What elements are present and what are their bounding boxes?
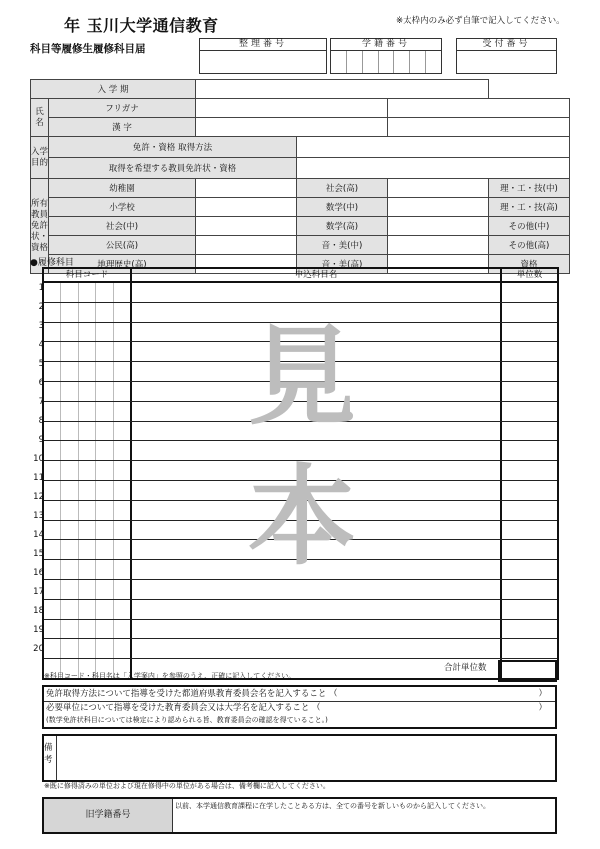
row-number: 9: [38, 435, 44, 445]
row-number: 10: [33, 454, 44, 464]
guidance-line-1: 免許取得方法について指導を受けた都道府県教育委員会名を記入すること （: [46, 689, 338, 699]
furigana-field-2[interactable]: [388, 99, 570, 118]
course-code-cell[interactable]: [44, 441, 132, 460]
course-units-cell[interactable]: [502, 501, 557, 520]
page-title: 年 玉川大学通信教育: [64, 16, 219, 35]
owned-input[interactable]: [388, 198, 489, 217]
course-units-cell[interactable]: [502, 303, 557, 322]
course-units-cell[interactable]: [502, 441, 557, 460]
course-code-cell[interactable]: [44, 283, 132, 302]
old-id-label: 旧学籍番号: [44, 799, 173, 832]
owned-cell: 数学(中): [297, 198, 388, 217]
total-units-field[interactable]: [498, 660, 557, 682]
course-units-cell[interactable]: [502, 283, 557, 302]
course-units-cell[interactable]: [502, 382, 557, 401]
row-number: 11: [33, 473, 44, 483]
course-code-cell[interactable]: [44, 362, 132, 381]
row-number: 8: [38, 416, 44, 426]
course-units-cell[interactable]: [502, 362, 557, 381]
course-code-cell[interactable]: [44, 422, 132, 441]
row-number: 17: [33, 587, 44, 597]
owned-cell: 資格: [489, 255, 570, 274]
student-id-box[interactable]: [330, 38, 442, 74]
course-row[interactable]: [44, 600, 557, 620]
owned-cell: 数学(高): [297, 217, 388, 236]
course-units-cell[interactable]: [502, 402, 557, 421]
owned-cell: 理・工・技(中): [489, 179, 570, 198]
owned-input[interactable]: [196, 236, 297, 255]
course-units-cell[interactable]: [502, 521, 557, 540]
admission-field[interactable]: [196, 80, 489, 99]
course-name-cell[interactable]: [132, 639, 502, 658]
course-units-cell[interactable]: [502, 620, 557, 639]
course-units-cell[interactable]: [502, 422, 557, 441]
row-number: 6: [38, 378, 44, 388]
course-code-cell[interactable]: [44, 461, 132, 480]
form-subtitle: 科目等履修生履修科目届: [30, 43, 146, 55]
course-code-cell[interactable]: [44, 402, 132, 421]
student-id-label: 学籍番号: [331, 39, 441, 51]
owned-cell: 小学校: [49, 198, 196, 217]
course-code-cell[interactable]: [44, 620, 132, 639]
total-units-label: 合計単位数: [444, 663, 487, 673]
guidance-box[interactable]: [42, 685, 557, 729]
purpose-side-label: 入学目的: [31, 137, 49, 179]
desired-license-label: 取得を希望する教員免許状・資格: [49, 158, 297, 179]
courses-note: ※科目コード・科目名は「入学案内」を参照のうえ、正確に記入してください。: [44, 672, 296, 680]
receipt-number-label: 受付番号: [457, 39, 556, 51]
course-units-cell[interactable]: [502, 540, 557, 559]
owned-cell: 公民(高): [49, 236, 196, 255]
row-number: 19: [33, 625, 44, 635]
course-name-cell[interactable]: [132, 620, 502, 639]
course-code-cell[interactable]: [44, 303, 132, 322]
row-number: 13: [33, 511, 44, 521]
owned-cell: 地理歴史(高): [49, 255, 196, 274]
owned-cell: 音・美(中): [297, 236, 388, 255]
name-side-label: 氏 名: [31, 99, 49, 137]
owned-cell: 社会(中): [49, 217, 196, 236]
license-method-field[interactable]: [297, 137, 570, 158]
course-units-cell[interactable]: [502, 600, 557, 619]
course-code-cell[interactable]: [44, 382, 132, 401]
course-units-cell[interactable]: [502, 323, 557, 342]
registration-number-box[interactable]: [199, 38, 327, 74]
units-header: 単位数: [516, 270, 543, 280]
course-code-cell[interactable]: [44, 600, 132, 619]
admission-label: 入 学 期: [31, 80, 196, 99]
courses-section-label: ●履修科目: [30, 258, 74, 268]
owned-input[interactable]: [196, 179, 297, 198]
course-units-cell[interactable]: [502, 560, 557, 579]
code-header: 科目コード: [44, 269, 132, 281]
owned-input[interactable]: [196, 217, 297, 236]
kanji-field-2[interactable]: [388, 118, 570, 137]
course-row[interactable]: [44, 639, 557, 659]
row-number: 18: [33, 606, 44, 616]
row-number: 5: [38, 359, 44, 369]
row-number: 14: [33, 530, 44, 540]
course-code-cell[interactable]: [44, 540, 132, 559]
owned-cell: 社会(高): [297, 179, 388, 198]
license-method-label: 免許・資格 取得方法: [49, 137, 297, 158]
row-number: 12: [33, 492, 44, 502]
owned-input[interactable]: [388, 217, 489, 236]
course-name-cell[interactable]: [132, 600, 502, 619]
course-units-cell[interactable]: [502, 580, 557, 599]
watermark-char-1: 見: [248, 315, 357, 440]
course-code-cell[interactable]: [44, 639, 132, 658]
guidance-close-2: ）: [538, 703, 547, 713]
old-id-note: 以前、本学通信教育課程に在学したことある方は、全ての番号を新しいものから記入してください。: [175, 802, 490, 810]
kanji-label: 漢 字: [49, 118, 196, 137]
furigana-field[interactable]: [196, 99, 388, 118]
course-code-cell[interactable]: [44, 580, 132, 599]
course-units-cell[interactable]: [502, 461, 557, 480]
registration-number-label: 整理番号: [200, 39, 326, 51]
header-note: ※太枠内のみ必ず自筆で記入してください。: [396, 16, 565, 26]
course-code-cell[interactable]: [44, 501, 132, 520]
owned-cell: 理・工・技(高): [489, 198, 570, 217]
owned-cell: 音・美(高): [297, 255, 388, 274]
guidance-close-1: ）: [538, 689, 547, 699]
course-code-cell[interactable]: [44, 323, 132, 342]
remarks-label: 備考: [44, 736, 57, 780]
owned-cell: その他(高): [489, 236, 570, 255]
course-units-cell[interactable]: [502, 481, 557, 500]
receipt-number-box[interactable]: [456, 38, 557, 74]
desired-license-field[interactable]: [297, 158, 570, 179]
course-code-cell[interactable]: [44, 560, 132, 579]
row-number: 3: [38, 321, 44, 331]
name-header: 申込科目名: [132, 269, 502, 281]
old-id-box[interactable]: [42, 797, 557, 834]
row-number: 4: [38, 340, 44, 350]
course-units-cell[interactable]: [502, 639, 557, 658]
row-number: 20: [33, 644, 44, 654]
kanji-field[interactable]: [196, 118, 388, 137]
course-units-cell[interactable]: [502, 342, 557, 361]
course-row[interactable]: [44, 620, 557, 640]
row-number: 7: [38, 397, 44, 407]
owned-input[interactable]: [388, 179, 489, 198]
row-number: 2: [38, 302, 44, 312]
owned-side-label: 所有教員免許状・資格: [31, 179, 49, 274]
course-code-cell[interactable]: [44, 481, 132, 500]
owned-cell: その他(中): [489, 217, 570, 236]
guidance-line-3: (数学免許状科目については検定により認められる旨、教育委員会の確認を得ていること。): [46, 716, 328, 724]
guidance-line-2: 必要単位について指導を受けた教育委員会又は大学名を記入すること （: [46, 703, 321, 713]
course-code-cell[interactable]: [44, 342, 132, 361]
remarks-box[interactable]: [42, 734, 557, 782]
row-number: 15: [33, 549, 44, 559]
course-code-cell[interactable]: [44, 521, 132, 540]
remarks-note: ※既に修得済みの単位および現在修得中の単位がある場合は、備考欄に記入してください。: [44, 782, 330, 790]
owned-cell: 幼稚園: [49, 179, 196, 198]
personal-info-table: [30, 79, 570, 274]
owned-input[interactable]: [196, 198, 297, 217]
row-number: 1: [38, 283, 44, 293]
watermark-char-2: 本: [248, 455, 357, 580]
owned-input[interactable]: [388, 236, 489, 255]
furigana-label: フリガナ: [49, 99, 196, 118]
row-number: 16: [33, 568, 44, 578]
